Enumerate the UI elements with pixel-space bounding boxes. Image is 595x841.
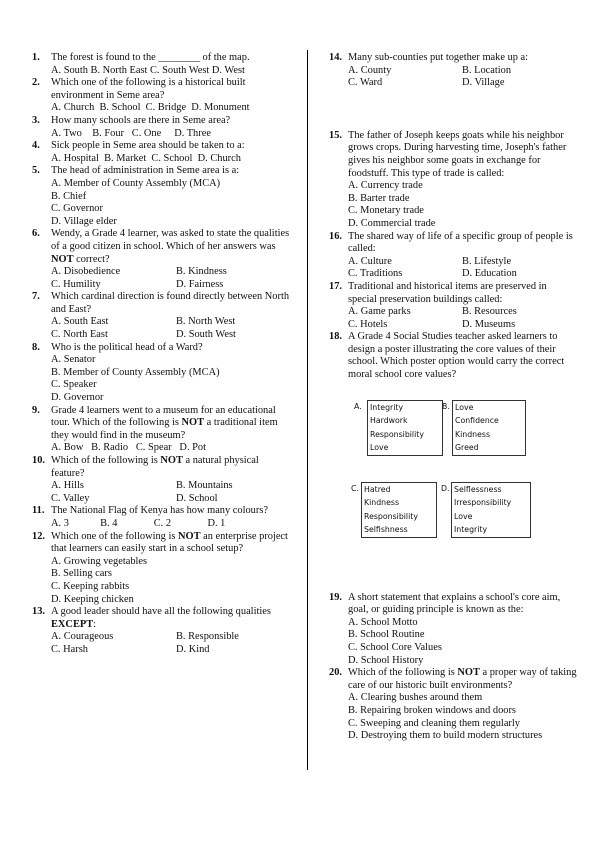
- answer-row: [51, 329, 294, 342]
- answer-row: [348, 77, 577, 90]
- question: [32, 291, 294, 341]
- question-number: 1.: [32, 52, 40, 63]
- question: [32, 140, 294, 165]
- question-stem: Traditional and historical items are preserved in special preservation buildings called:: [348, 280, 547, 305]
- answer-option: A. Courageous: [51, 631, 114, 643]
- poster-value: Confidence: [455, 416, 499, 426]
- answer-option: B. Repairing broken windows and doors: [348, 705, 516, 716]
- question: [32, 115, 294, 140]
- question: [32, 342, 294, 405]
- answer-option: C. Keeping rabbits: [51, 580, 130, 592]
- answer-option: B. North West: [176, 316, 236, 328]
- poster-value: Hardwork: [370, 416, 408, 426]
- question-number: 14.: [329, 52, 342, 63]
- answer-option: A. Disobedience: [51, 266, 121, 278]
- answer-options: A. 3 B. 4 C. 2 D. 1: [51, 517, 226, 529]
- stem-emphasis: NOT: [160, 455, 183, 466]
- question: [329, 331, 577, 381]
- question: [32, 606, 294, 656]
- poster-frame: [361, 482, 437, 538]
- answer-option: D. Governor: [51, 392, 104, 404]
- answer-option: A. Clearing bushes around them: [348, 692, 483, 704]
- left-column: [32, 52, 294, 657]
- poster-letter: C.: [351, 483, 359, 493]
- answer-option: B. Chief: [51, 190, 87, 202]
- answer-option: D. Village: [462, 77, 505, 89]
- answer-option: B. Barter trade: [348, 192, 410, 204]
- poster-value: Greed: [455, 443, 479, 453]
- question-stem: A short statement that explains a school's core aim, goal, or guiding principle is known as the:: [348, 591, 561, 616]
- question-stem: [348, 667, 577, 692]
- answer-option: A. Member of County Assembly (MCA): [51, 177, 221, 189]
- question-number: 11.: [32, 505, 45, 517]
- question-stem: How many schools are there in Seme area?: [51, 114, 231, 126]
- answer-option: B. Kindness: [176, 266, 227, 278]
- question-stem: Many sub-counties put together make up a:: [348, 52, 529, 63]
- question-stem: [51, 455, 294, 480]
- stem-text: Which of the following is: [348, 667, 458, 679]
- stem-emphasis: NOT: [457, 667, 480, 679]
- answer-row: [348, 268, 577, 281]
- question-stem: [51, 606, 294, 631]
- answer-option: A. Hills: [51, 480, 84, 492]
- stem-emphasis: NOT: [181, 417, 205, 429]
- poster-value: Irresponsibility: [454, 498, 512, 508]
- poster-value: Selflessness: [454, 484, 502, 494]
- stem-text: correct?: [73, 253, 110, 265]
- question-number: 7.: [32, 291, 40, 303]
- poster-value: Love: [455, 402, 474, 412]
- answer-option: A. County: [348, 64, 392, 76]
- question-body: [348, 231, 577, 281]
- question-body: [51, 606, 294, 656]
- poster-value: Hatred: [364, 484, 391, 494]
- answer-option: D. Fairness: [176, 278, 224, 290]
- answer-option: B. Mountains: [176, 480, 233, 492]
- right-top-block: [329, 52, 577, 90]
- answer-row: [51, 266, 294, 279]
- poster-value: Responsibility: [370, 429, 424, 439]
- answer-option: D. Village elder: [51, 215, 117, 227]
- answer-option: B. Lifestyle: [462, 255, 512, 267]
- answer-option: A. Game parks: [348, 306, 411, 318]
- right-column: [329, 52, 577, 743]
- question-body: [348, 331, 577, 381]
- question-number: 2.: [32, 77, 40, 89]
- poster-frame: [452, 400, 526, 456]
- question: [32, 505, 294, 530]
- question-stem: The forest is found to the ________ of the map.: [51, 52, 250, 63]
- question: [329, 231, 577, 281]
- answer-row: [51, 279, 294, 292]
- answer-option: B. Location: [462, 64, 512, 76]
- question-body: [51, 140, 294, 165]
- question-body: [51, 165, 294, 228]
- question-body: [51, 52, 294, 77]
- poster-value: Integrity: [454, 525, 488, 535]
- question: [329, 281, 577, 331]
- answer-option: C. Governor: [51, 203, 103, 215]
- answer-option: B. School Routine: [348, 629, 425, 641]
- question-body: [51, 342, 294, 405]
- question-body: [51, 228, 294, 291]
- answer-option: D. School: [176, 492, 218, 504]
- poster-letter: A.: [354, 401, 362, 411]
- poster-value: Kindness: [455, 429, 491, 439]
- answer-option: A. Currency trade: [348, 180, 423, 192]
- question-stem: The National Flag of Kenya has how many colours?: [51, 505, 268, 517]
- question-body: [51, 531, 294, 607]
- question-number: 15.: [329, 129, 342, 141]
- question-body: [51, 505, 294, 530]
- poster-letter: B.: [442, 401, 450, 411]
- stem-text: a natural physical feature?: [51, 455, 259, 479]
- question-number: 5.: [32, 165, 40, 177]
- answer-option: D. Museums: [462, 318, 516, 330]
- question-number: 19.: [329, 591, 342, 603]
- stem-text: Grade 4 learners went to a museum for an educational tour. Which of the following is: [51, 404, 276, 429]
- poster-value: Integrity: [370, 402, 404, 412]
- question: [32, 52, 294, 77]
- question-stem: The father of Joseph keeps goats while his neighbor grows crops. During harvesting time, Joseph's father gives his neighbor some goats in exchange for foodstuff. This type of trade is called:: [348, 129, 567, 179]
- question-stem: Who is the political head of a Ward?: [51, 341, 203, 353]
- question: [329, 592, 577, 668]
- question-stem: Which cardinal direction is found directly between North and East?: [51, 291, 290, 315]
- question-body: [348, 592, 577, 668]
- poster-value: Selfishness: [364, 525, 408, 535]
- question-body: [348, 130, 577, 231]
- answer-option: D. School History: [348, 654, 424, 666]
- answer-option: B. Resources: [462, 306, 517, 318]
- answer-row: [51, 316, 294, 329]
- answer-option: D. Keeping chicken: [51, 593, 134, 605]
- poster-letter: D.: [441, 483, 450, 493]
- question: [32, 455, 294, 505]
- answer-option: A. South East: [51, 316, 109, 328]
- question: [329, 667, 577, 743]
- answer-option: D. Commercial trade: [348, 217, 436, 229]
- answer-option: D. Education: [462, 268, 517, 280]
- answer-options: A. Hospital B. Market C. School D. Church: [51, 152, 241, 164]
- answer-option: C. School Core Values: [348, 642, 442, 654]
- answer-row: [51, 631, 294, 644]
- answer-option: C. Valley: [51, 492, 90, 504]
- question: [32, 77, 294, 115]
- stem-text: Which one of the following is: [51, 530, 178, 542]
- stem-text: Wendy, a Grade 4 learner, was asked to state the qualities of a good citizen in school. Which of her answers was: [51, 228, 290, 252]
- question: [32, 228, 294, 291]
- answer-row: [348, 306, 577, 319]
- question-number: 17.: [329, 280, 342, 292]
- answer-option: D. South West: [176, 329, 236, 341]
- answer-option: A. Senator: [51, 354, 96, 366]
- question-body: [51, 77, 294, 115]
- question-stem: A Grade 4 Social Studies teacher asked learners to design a poster illustrating the core values of their school. Which poster option would carry the correct moral school core values?: [348, 331, 565, 381]
- question-number: 8.: [32, 341, 40, 353]
- right-bottom-block: [329, 592, 577, 743]
- question: [32, 531, 294, 607]
- question-number: 9.: [32, 404, 40, 416]
- answer-option: A. Growing vegetables: [51, 555, 148, 567]
- answer-row: [51, 480, 294, 493]
- poster-options: [329, 400, 577, 578]
- answer-option: D. Destroying them to build modern structures: [348, 730, 543, 742]
- answer-option: B. Selling cars: [51, 568, 112, 580]
- answer-option: B. Member of County Assembly (MCA): [51, 366, 220, 378]
- stem-emphasis: EXCEPT: [51, 618, 94, 630]
- answer-option: C. Sweeping and cleaning them regularly: [348, 717, 520, 729]
- question-body: [51, 455, 294, 505]
- question-body: [51, 291, 294, 341]
- question: [329, 130, 577, 231]
- answer-option: C. Traditions: [348, 268, 403, 280]
- question-stem: [51, 405, 294, 443]
- question-stem: The shared way of life of a specific group of people is called:: [348, 230, 573, 255]
- answer-row: [348, 319, 577, 332]
- answer-options: A. Two B. Four C. One D. Three: [51, 127, 211, 139]
- stem-text: Which of the following is: [51, 455, 161, 466]
- question-body: [348, 52, 577, 90]
- answer-option: A. School Motto: [348, 616, 418, 628]
- poster-frame: [367, 400, 443, 456]
- question-number: 10.: [32, 455, 45, 466]
- answer-options: A. Church B. School C. Bridge D. Monument: [51, 102, 250, 114]
- answer-option: C. Monetary trade: [348, 205, 424, 217]
- answer-row: [51, 644, 294, 657]
- question: [32, 165, 294, 228]
- answer-option: C. Hotels: [348, 318, 388, 330]
- question-stem: The head of administration in Seme area is a:: [51, 165, 240, 177]
- question-number: 16.: [329, 230, 342, 242]
- question-stem: Which one of the following is a historical built environment in Seme area?: [51, 77, 246, 101]
- question-stem: [51, 228, 294, 266]
- poster-value: Kindness: [364, 498, 400, 508]
- answer-option: D. Kind: [176, 643, 210, 655]
- answer-option: A. Culture: [348, 255, 392, 267]
- stem-text: :: [93, 618, 97, 630]
- stem-text: a proper way of taking care of our historic built environments?: [348, 667, 577, 691]
- answer-option: B. Responsible: [176, 631, 239, 643]
- column-divider: [307, 50, 308, 770]
- question-number: 18.: [329, 331, 342, 343]
- answer-option: C. Ward: [348, 77, 383, 89]
- poster-value: Love: [370, 443, 389, 453]
- question-number: 4.: [32, 140, 40, 152]
- poster-value: Responsibility: [364, 511, 418, 521]
- question-number: 6.: [32, 228, 40, 240]
- answer-row: [51, 493, 294, 506]
- poster-frame: [451, 482, 531, 538]
- question: [32, 405, 294, 455]
- question-number: 13.: [32, 606, 45, 618]
- answer-option: C. Speaker: [51, 379, 97, 391]
- question-body: [348, 281, 577, 331]
- stem-text: A good leader should have all the following qualities: [51, 606, 271, 618]
- answer-option: C. North East: [51, 329, 108, 341]
- stem-text: an enterprise project that learners can easily start in a school setup?: [51, 530, 288, 555]
- question-body: [348, 667, 577, 743]
- stem-emphasis: NOT: [177, 530, 201, 542]
- question: [329, 52, 577, 90]
- question-number: 12.: [32, 530, 45, 542]
- poster-value: Love: [454, 511, 473, 521]
- answer-options: A. South B. North East C. South West D. West: [51, 64, 245, 76]
- answer-option: C. Harsh: [51, 643, 88, 655]
- stem-emphasis: NOT: [51, 253, 74, 265]
- question-number: 3.: [32, 114, 40, 126]
- answer-row: [348, 256, 577, 269]
- answer-options: A. Bow B. Radio C. Spear D. Pot: [51, 442, 206, 454]
- stem-text: a traditional item they would find in the museum?: [51, 417, 278, 441]
- answer-row: [348, 65, 577, 78]
- right-middle-block: [329, 130, 577, 382]
- question-number: 20.: [329, 667, 342, 679]
- question-body: [51, 115, 294, 140]
- answer-option: C. Humility: [51, 278, 101, 290]
- question-body: [51, 405, 294, 455]
- question-stem: Sick people in Seme area should be taken to a:: [51, 140, 245, 152]
- question-stem: [51, 531, 294, 556]
